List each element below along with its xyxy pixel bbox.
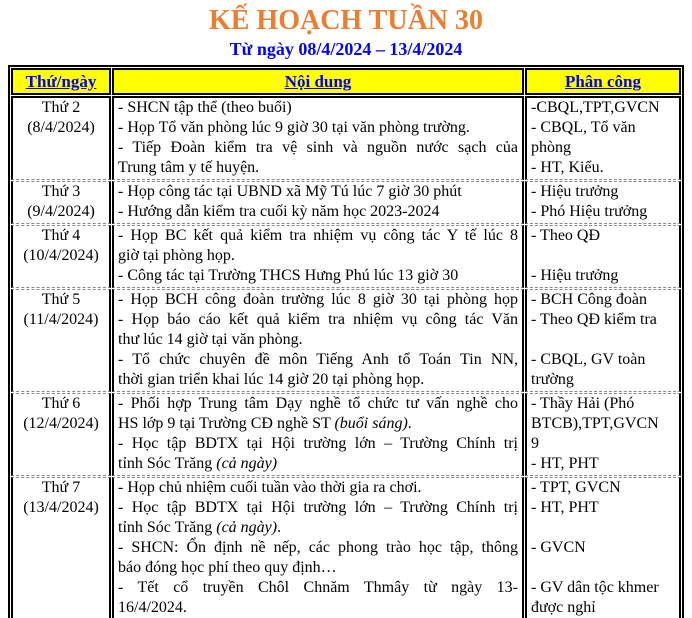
plain-text: - Họp Tổ văn phòng lúc 9 giờ 30 tại văn phòng trường. xyxy=(118,119,470,136)
content-line xyxy=(118,98,518,118)
plain-text: - Họp báo cáo kết quả kiểm tra nhiệm vụ công tác Văn xyxy=(118,311,518,328)
page-title: KẾ HOẠCH TUẦN 30 xyxy=(208,5,484,36)
plain-text: - Họp công tác tại UBND xã Mỹ Tú lúc 7 giờ 30 phút xyxy=(118,183,462,200)
table-row xyxy=(11,181,681,224)
day-cell xyxy=(11,181,111,224)
plain-text: . xyxy=(277,519,282,536)
assignment-cell xyxy=(525,225,681,288)
content-line xyxy=(118,182,518,202)
assignment-line: trường xyxy=(531,371,574,388)
day-cell xyxy=(11,477,111,618)
assignment-line: - HT, PHT xyxy=(531,499,599,516)
content-line xyxy=(118,226,518,246)
day-cell xyxy=(11,393,111,476)
assignment-line: BTCB),TPT,GVCN xyxy=(531,415,659,432)
plain-text: Trung tâm y tế huyện. xyxy=(118,159,260,176)
content-line xyxy=(118,350,518,370)
content-line xyxy=(118,138,518,158)
content-cell xyxy=(112,289,524,392)
assignment-line xyxy=(531,246,675,266)
assignment-line: - Thầy Hải (Phó xyxy=(531,395,635,412)
table-row xyxy=(11,289,681,392)
assignment-cell xyxy=(525,96,681,180)
assignment-cell xyxy=(525,477,681,618)
assignment-cell xyxy=(525,289,681,392)
day-label: Thứ 7 xyxy=(41,479,81,496)
schedule-table-body xyxy=(11,96,681,618)
assignment-line: - GV dân tộc khmer xyxy=(531,579,659,596)
assignment-line: -CBQL,TPT,GVCN xyxy=(531,99,660,116)
content-line xyxy=(118,246,518,266)
assignment-line: 9 xyxy=(531,435,539,452)
plain-text: - Học tập BDTX tại Hội trường lớn – Trường Chính trị xyxy=(118,435,518,452)
content-line xyxy=(118,434,518,454)
assignment-line: - HT, Kiểu. xyxy=(531,159,604,176)
plain-text: - Phối hợp Trung tâm Dạy nghề tổ chức tư vấn nghề cho xyxy=(118,395,518,412)
content-line xyxy=(118,330,518,350)
content-line xyxy=(118,478,518,498)
assignment-line: - HT, PHT xyxy=(531,455,599,472)
header-row xyxy=(11,68,681,95)
content-line xyxy=(118,290,518,310)
assignment-line xyxy=(531,518,675,538)
table-row xyxy=(11,393,681,476)
plain-text: - Học tập BDTX tại Hội trường lớn – Trường Chính trị xyxy=(118,499,518,516)
day-cell xyxy=(11,96,111,180)
plain-text: - Hướng dẫn kiểm tra cuối kỳ năm học 2023-2024 xyxy=(118,203,440,220)
content-line xyxy=(118,414,518,434)
assignment-line: - BCH Công đoàn xyxy=(531,291,647,308)
plain-text: - Họp BCH công đoàn trường lúc 8 giờ 30 tại phòng họp xyxy=(118,291,518,308)
assignment-line: - Theo QĐ kiểm tra xyxy=(531,311,657,328)
plain-text: . xyxy=(407,415,412,432)
assignment-cell xyxy=(525,181,681,224)
column-header-assignment: Phân công xyxy=(525,68,681,95)
column-header-day: Thứ/ngày xyxy=(11,68,111,95)
page-subtitle: Từ ngày 08/4/2024 – 13/4/2024 xyxy=(229,39,463,59)
content-cell xyxy=(112,393,524,476)
content-line xyxy=(118,266,518,286)
day-label: Thứ 3 xyxy=(41,183,81,200)
content-line xyxy=(118,538,518,558)
assignment-line xyxy=(531,330,675,350)
plain-text: - SHCN tập thể (theo buổi) xyxy=(118,99,292,116)
plain-text: - Tết cổ truyền Chôl Chnăm Thmây từ ngày 13- xyxy=(118,579,518,596)
content-line xyxy=(118,558,518,578)
plain-text: - Tiếp Đoàn kiểm tra vệ sinh và nguồn nước sạch của xyxy=(118,139,518,156)
assignment-line: - Theo QĐ xyxy=(531,227,601,244)
content-line xyxy=(118,598,518,618)
assignment-line: - CBQL, Tổ văn xyxy=(531,119,636,136)
assignment-line: - Hiệu trưởng xyxy=(531,267,619,284)
assignment-line: phòng xyxy=(531,139,571,156)
plain-text: tỉnh Sóc Trăng xyxy=(118,519,217,536)
plain-text: - Họp BC kết quả kiểm tra nhiệm vụ công tác Y tế lúc 8 xyxy=(118,227,518,244)
plain-text: 16/4/2024. xyxy=(118,599,187,616)
content-cell xyxy=(112,181,524,224)
assignment-line: - CBQL, GV toàn xyxy=(531,351,646,368)
content-cell xyxy=(112,96,524,180)
plain-text: - Tổ chức chuyên đề môn Tiếng Anh tổ Toán Tin NN, xyxy=(118,351,518,368)
plain-text: giờ tại phòng họp. xyxy=(118,247,235,264)
content-line xyxy=(118,578,518,598)
day-label: Thứ 6 xyxy=(41,395,81,412)
date-label: (9/4/2024) xyxy=(27,203,95,220)
plain-text: thời gian triển khai lúc 14 giờ 20 tại phòng họp. xyxy=(118,371,425,388)
assignment-line: - Phó Hiệu trưởng xyxy=(531,203,648,220)
day-label: Thứ 4 xyxy=(41,227,81,244)
assignment-cell xyxy=(525,393,681,476)
weekly-schedule-table xyxy=(8,65,684,618)
date-label: (13/4/2024) xyxy=(23,499,99,516)
content-line xyxy=(118,518,518,538)
content-line xyxy=(118,310,518,330)
table-row xyxy=(11,225,681,288)
assignment-line: - GVCN xyxy=(531,539,586,556)
day-label: Thứ 2 xyxy=(41,99,81,116)
italic-text: (buổi sáng) xyxy=(334,415,408,432)
table-row xyxy=(11,477,681,618)
content-line xyxy=(118,370,518,390)
plain-text: HS lớp 9 tại Trường CĐ nghề ST xyxy=(118,415,335,432)
content-line xyxy=(118,394,518,414)
assignment-line: được nghỉ xyxy=(531,599,596,616)
table-row xyxy=(11,96,681,180)
plain-text: tỉnh Sóc Trăng xyxy=(118,455,217,472)
content-line xyxy=(118,158,518,178)
assignment-line: - TPT, GVCN xyxy=(531,479,621,496)
column-header-content: Nội dung xyxy=(112,68,524,95)
day-cell xyxy=(11,289,111,392)
plain-text: báo đóng học phí theo quy định… xyxy=(118,559,337,576)
content-line xyxy=(118,118,518,138)
date-label: (10/4/2024) xyxy=(23,247,99,264)
italic-text: (cả ngày) xyxy=(216,455,278,472)
date-label: (8/4/2024) xyxy=(27,119,95,136)
content-line xyxy=(118,498,518,518)
day-label: Thứ 5 xyxy=(41,291,81,308)
content-cell xyxy=(112,225,524,288)
plain-text: thư lúc 14 giờ tại văn phòng. xyxy=(118,331,303,348)
date-label: (11/4/2024) xyxy=(23,311,99,328)
date-label: (12/4/2024) xyxy=(23,415,99,432)
content-line xyxy=(118,202,518,222)
plain-text: - Họp chủ nhiệm cuối tuần vào thời gia ra chơi. xyxy=(118,479,422,496)
italic-text: (cả ngày) xyxy=(216,519,278,536)
assignment-line xyxy=(531,558,675,578)
plain-text: - Công tác tại Trường THCS Hưng Phú lúc 13 giờ 30 xyxy=(118,267,459,284)
content-line xyxy=(118,454,518,474)
assignment-line: - Hiệu trưởng xyxy=(531,183,619,200)
day-cell xyxy=(11,225,111,288)
plain-text: - SHCN: Ổn định nề nếp, các phong trào học tập, thông xyxy=(118,539,518,556)
content-cell xyxy=(112,477,524,618)
